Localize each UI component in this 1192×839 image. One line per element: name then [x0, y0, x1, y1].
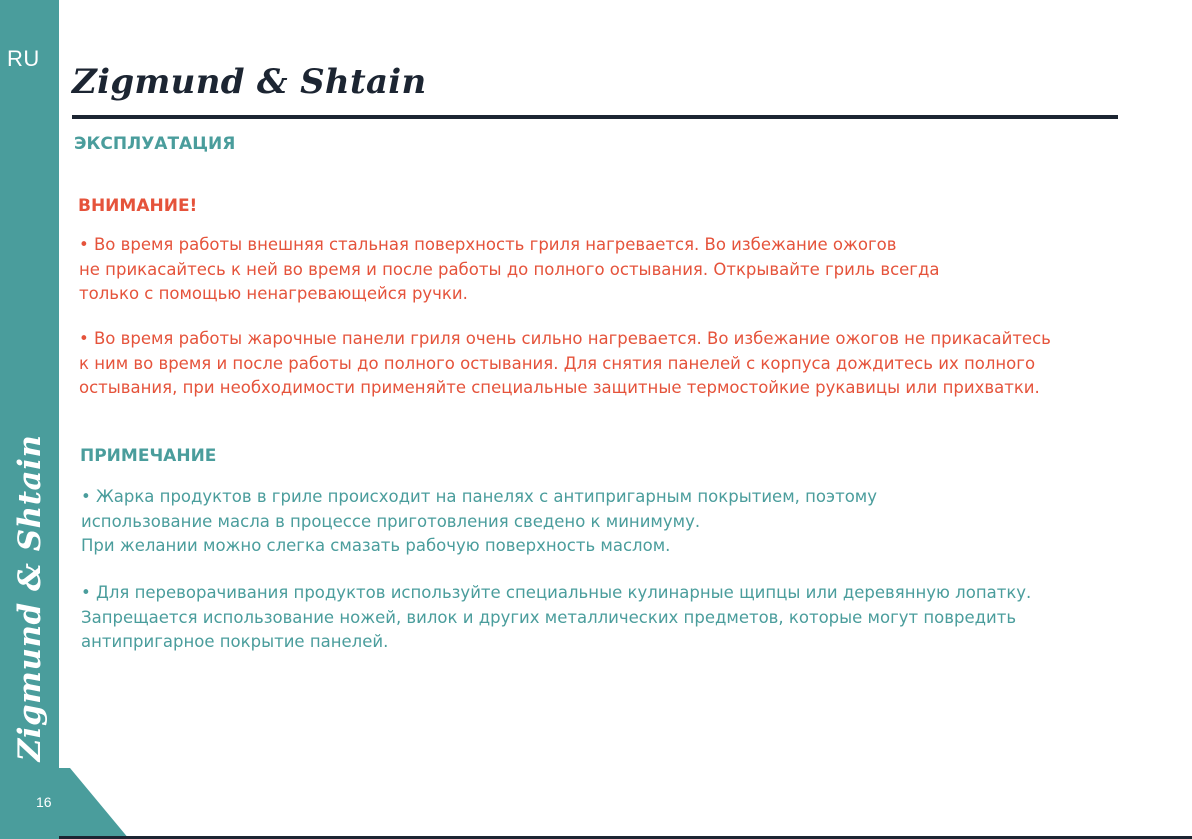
page-number: 16 [36, 794, 52, 810]
note-paragraph [81, 581, 1031, 655]
warning-heading: ВНИМАНИЕ! [78, 196, 198, 216]
paragraph-line: использование масла в процессе приготовления сведено к минимуму. [81, 511, 701, 531]
section-title: ЭКСПЛУАТАЦИЯ [74, 134, 236, 154]
header-rule [72, 115, 1118, 119]
warning-paragraph [79, 233, 940, 307]
sidebar-brand-logo: Zigmund & Shtain [12, 434, 48, 762]
brand-logo: Zigmund & Shtain [72, 62, 427, 102]
paragraph-line: антипригарное покрытие панелей. [81, 632, 389, 651]
paragraph-line: • Для переворачивания продуктов используйте специальные кулинарные щипцы или деревянную лопатку. [81, 583, 1032, 602]
paragraph-line: Запрещается использование ножей, вилок и других металлических предметов, которые могут повредить [81, 607, 1017, 627]
paragraph-line: • Жарка продуктов в гриле происходит на панелях с антипригарным покрытием, поэтому [81, 487, 877, 506]
sidebar [0, 0, 59, 839]
warning-paragraph [79, 327, 1051, 401]
paragraph-line: к ним во время и после работы до полного остывания. Для снятия панелей с корпуса дождитесь их полного [79, 353, 1036, 373]
paragraph-line: не прикасайтесь к ней во время и после работы до полного остывания. Открывайте гриль всегда [79, 259, 940, 279]
paragraph-line: остывания, при необходимости применяйте специальные защитные термостойкие рукавицы или прихватки. [79, 378, 1040, 397]
paragraph-line: только с помощью ненагревающейся ручки. [79, 284, 468, 303]
note-heading: ПРИМЕЧАНИЕ [80, 446, 217, 466]
paragraph-line: При желании можно слегка смазать рабочую поверхность маслом. [81, 536, 671, 555]
paragraph-line: • Во время работы внешняя стальная поверхность гриля нагревается. Во избежание ожогов [79, 235, 897, 254]
language-label: RU [7, 46, 40, 71]
paragraph-line: • Во время работы жарочные панели гриля очень сильно нагревается. Во избежание ожогов не прикасайтесь [79, 329, 1051, 348]
note-paragraph [81, 485, 877, 559]
